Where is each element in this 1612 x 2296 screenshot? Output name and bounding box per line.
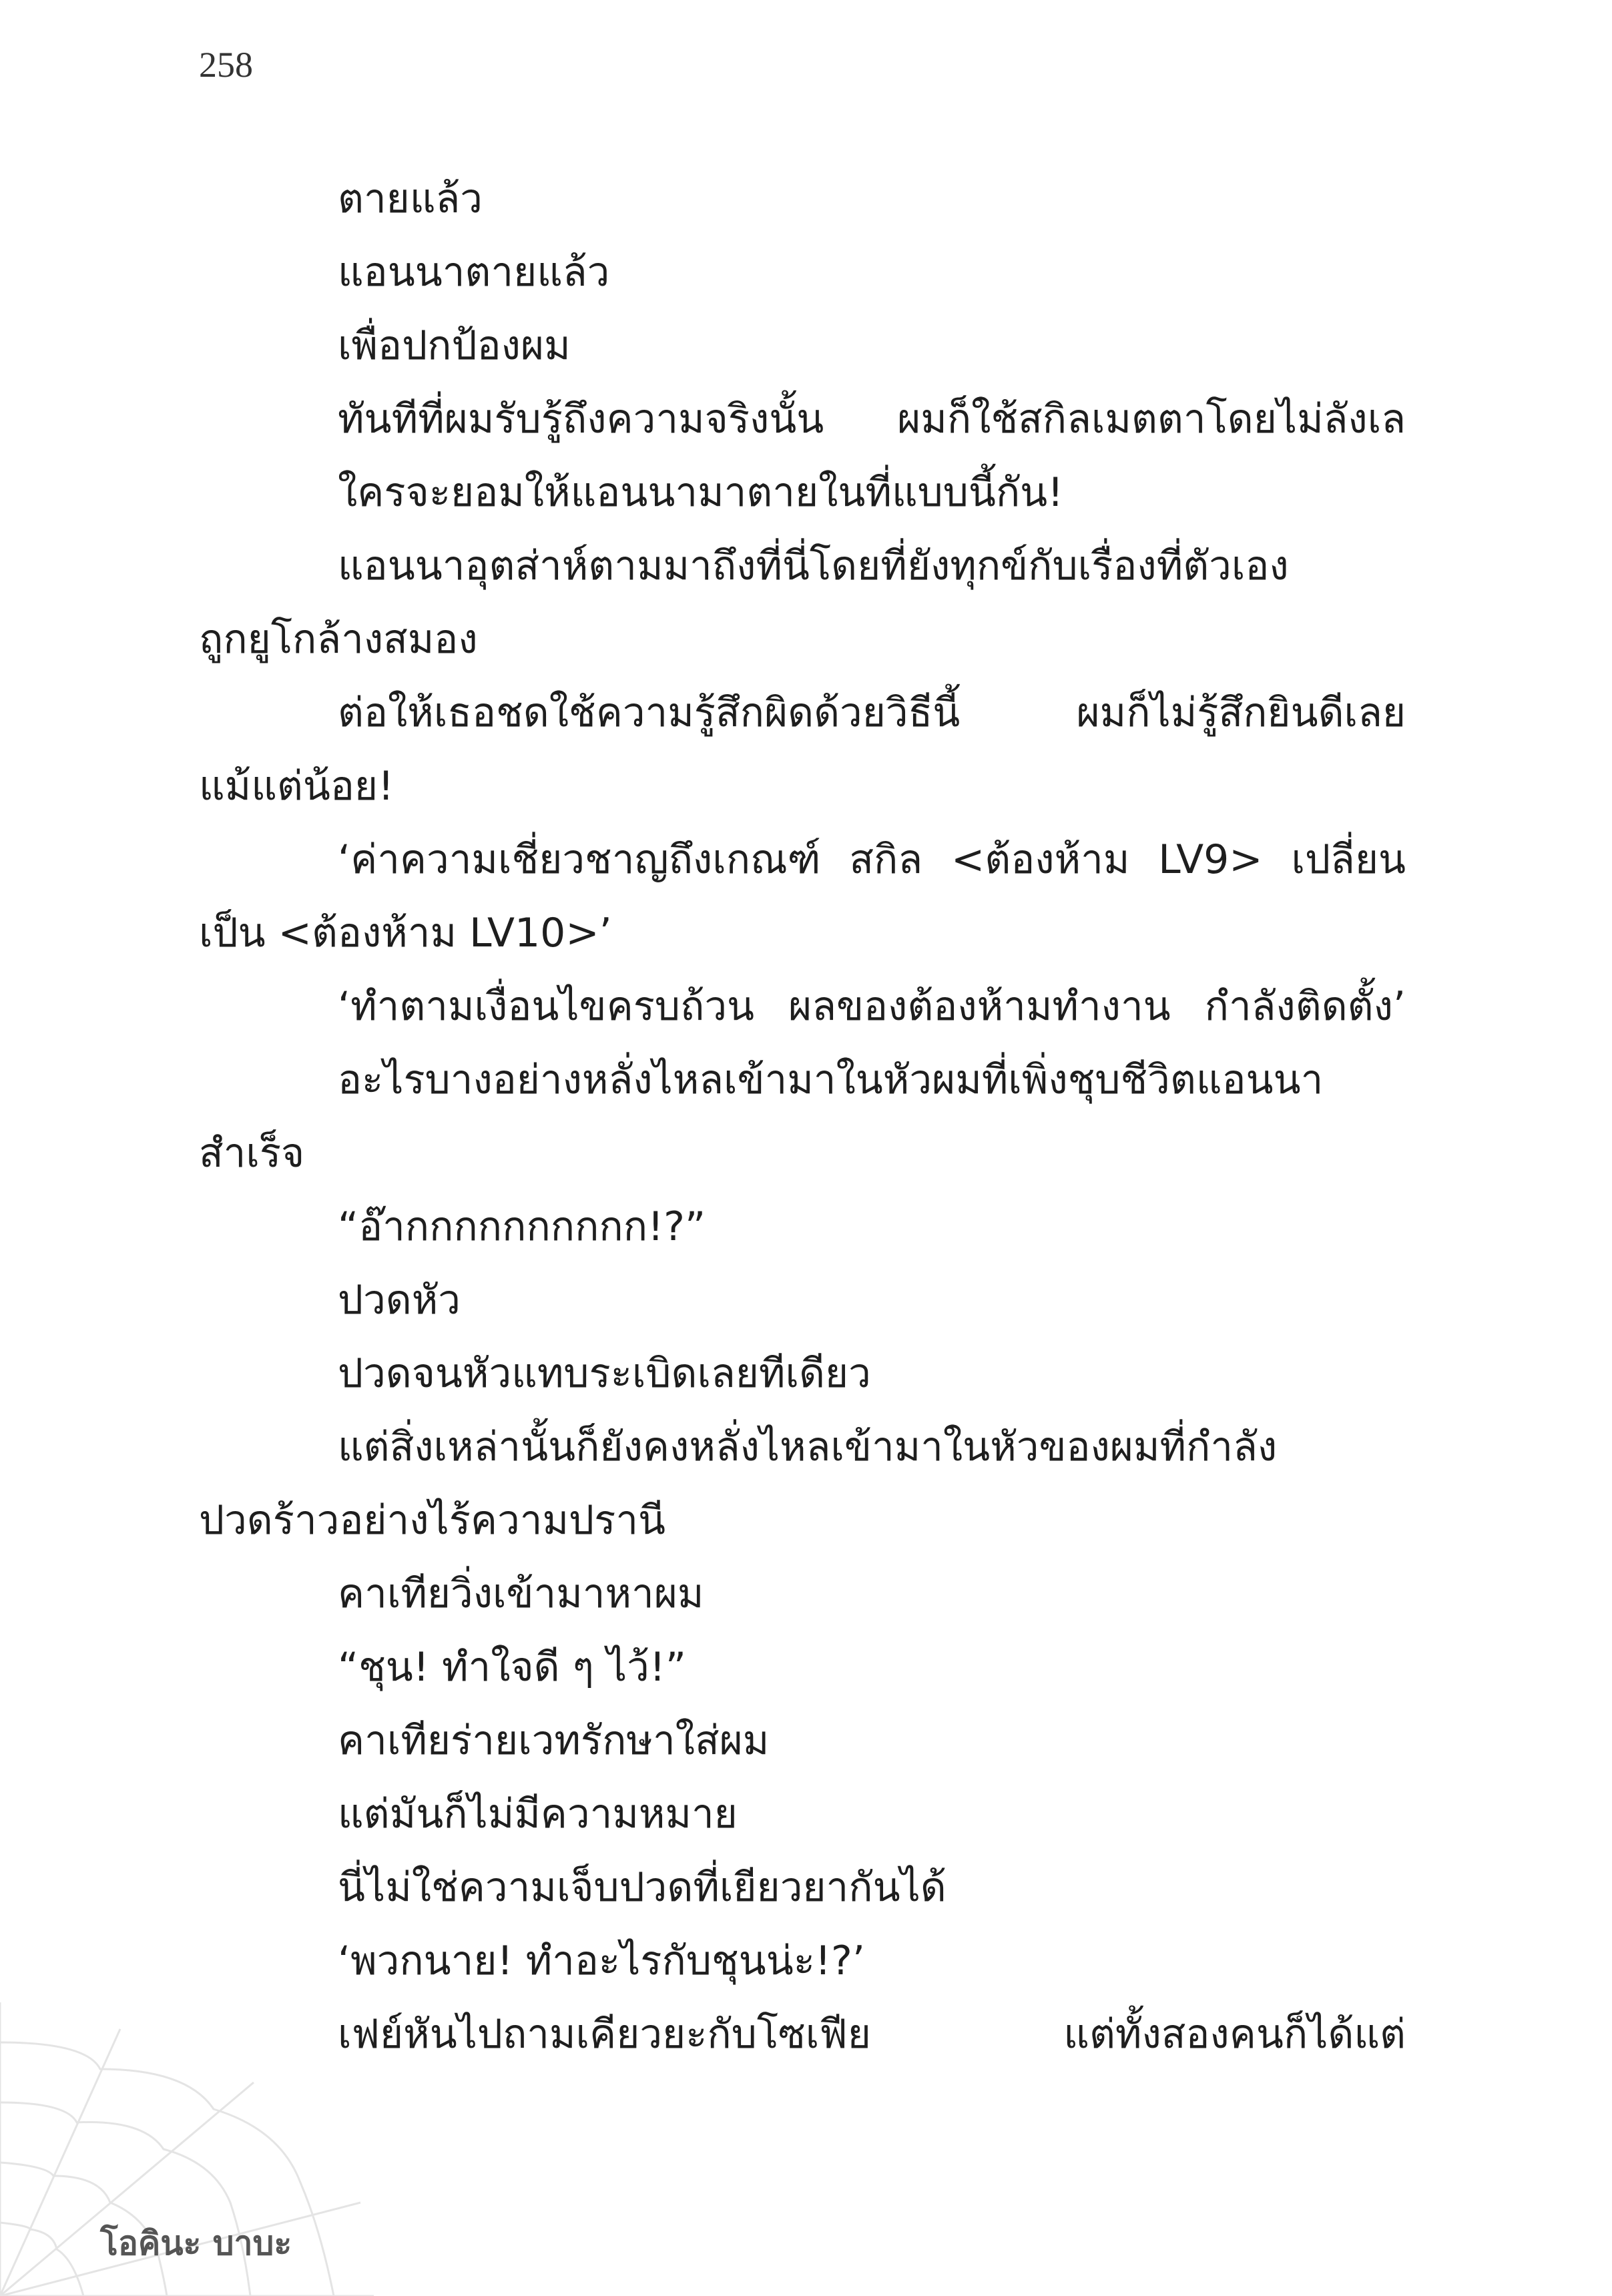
- text-line: ถูกยูโกล้างสมอง: [199, 616, 478, 663]
- text-line: ปวดร้าวอย่างไร้ความปรานี: [199, 1497, 666, 1544]
- text-line: ‘พวกนาย! ทำอะไรกับชุนน่ะ!?’: [338, 1938, 865, 1984]
- text-line: แอนนาอุตส่าห์ตามมาถึงที่นี่โดยที่ยังทุกข์กับเรื่องที่ตัวเอง: [338, 543, 1289, 589]
- text-line: คาเทียร่ายเวทรักษาใส่ผม: [338, 1717, 770, 1764]
- text-line: ‘ค่าความเชี่ยวชาญถึงเกณฑ์ สกิล <ต้องห้าม LV9> เปลี่ยน: [338, 836, 1406, 883]
- text-line: นี่ไม่ใช่ความเจ็บปวดที่เยียวยากันได้: [338, 1864, 947, 1911]
- page-number: 258: [199, 45, 253, 85]
- text-line: สำเร็จ: [199, 1130, 305, 1177]
- text-line: คาเทียวิ่งเข้ามาหาผม: [338, 1570, 704, 1617]
- text-line: ทันทีที่ผมรับรู้ถึงความจริงนั้น ผมก็ใช้สกิลเมตตาโดยไม่ลังเล: [338, 396, 1406, 443]
- text-line: “ชุน! ทำใจดี ๆ ไว้!”: [338, 1644, 686, 1691]
- text-line: ‘ทำตามเงื่อนไขครบถ้วน ผลของต้องห้ามทำงาน กำลังติดตั้ง’: [338, 983, 1406, 1030]
- author-name: โอคินะ บาบะ: [100, 2224, 292, 2263]
- text-line: ตายแล้ว: [338, 176, 483, 222]
- text-line: ใครจะยอมให้แอนนามาตายในที่แบบนี้กัน!: [338, 469, 1064, 516]
- text-line: เฟย์หันไปถามเคียวยะกับโซเฟีย แต่ทั้งสองคนก็ได้แต่: [338, 2011, 1406, 2058]
- text-line: แม้แต่น้อย!: [199, 763, 394, 810]
- text-line: แต่มันก็ไม่มีความหมาย: [338, 1791, 738, 1837]
- text-line: “อ๊ากกกกกกกกกก!?”: [338, 1203, 706, 1250]
- text-line: แอนนาตายแล้ว: [338, 249, 610, 296]
- text-line: ปวดจนหัวแทบระเบิดเลยทีเดียว: [338, 1350, 871, 1397]
- text-line: ต่อให้เธอชดใช้ความรู้สึกผิดด้วยวิธีนี้ ผมก็ไม่รู้สึกยินดีเลย: [338, 689, 1406, 736]
- text-line: เพื่อปกป้องผม: [338, 322, 571, 369]
- text-line: เป็น <ต้องห้าม LV10>’: [199, 910, 612, 956]
- text-line: แต่สิ่งเหล่านั้นก็ยังคงหลั่งไหลเข้ามาในหัวของผมที่กำลัง: [338, 1424, 1278, 1470]
- text-line: อะไรบางอย่างหลั่งไหลเข้ามาในหัวผมที่เพิ่งชุบชีวิตแอนนา: [338, 1057, 1324, 1103]
- text-line: ปวดหัว: [338, 1277, 461, 1324]
